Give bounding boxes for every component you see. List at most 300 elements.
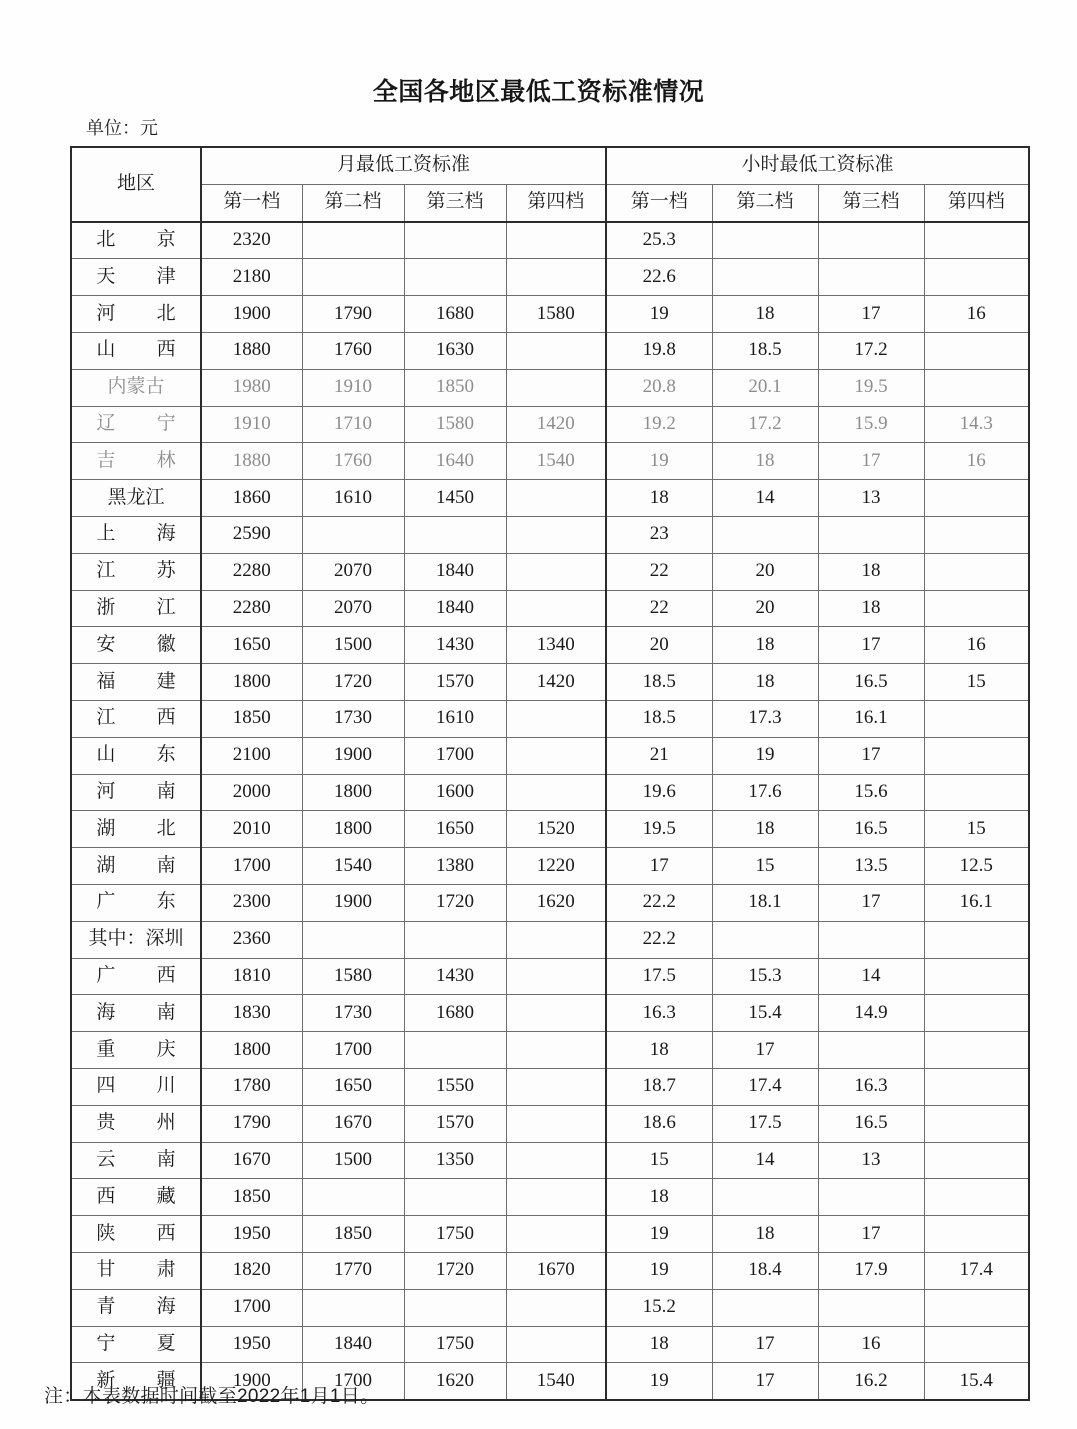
- monthly-tier-2-cell: 1800: [302, 774, 404, 811]
- region-cell: [71, 222, 201, 259]
- hourly-tier-4-cell: [924, 921, 1029, 958]
- hourly-tier-3-cell: [818, 921, 924, 958]
- hourly-tier-2-cell: 17.3: [712, 700, 818, 737]
- monthly-tier-4-cell: [506, 259, 606, 296]
- region-cell: [71, 958, 201, 995]
- region-cell: [71, 1179, 201, 1216]
- monthly-tier-1-cell: 1910: [201, 406, 302, 443]
- region-cell: [71, 516, 201, 553]
- monthly-tier-1-cell: 1780: [201, 1068, 302, 1105]
- monthly-tier-3-cell: [404, 222, 506, 259]
- monthly-tier-1-cell: 1850: [201, 1179, 302, 1216]
- monthly-tier-3-cell: [404, 1289, 506, 1326]
- monthly-tier-4-cell: [506, 737, 606, 774]
- region-cell: [71, 1142, 201, 1179]
- monthly-tier-3-cell: 1600: [404, 774, 506, 811]
- region-label: 陕 西: [96, 1222, 194, 1244]
- monthly-tier-1-cell: 1950: [201, 1216, 302, 1253]
- region-label: 海 南: [96, 1001, 194, 1023]
- hourly-tier-4-cell: [924, 590, 1029, 627]
- hourly-tier-1-cell: 17.5: [606, 958, 712, 995]
- hourly-tier-1-cell: 21: [606, 737, 712, 774]
- monthly-tier-4-cell: 1420: [506, 406, 606, 443]
- table-row: [71, 884, 1029, 921]
- monthly-tier-2-cell: 1850: [302, 1216, 404, 1253]
- region-cell: [71, 443, 201, 480]
- hourly-tier-1-cell: 25.3: [606, 222, 712, 259]
- hourly-tier-1-cell: 19.8: [606, 332, 712, 369]
- header-region: 地区: [71, 147, 201, 222]
- hourly-tier-4-cell: 15: [924, 664, 1029, 701]
- hourly-tier-3-cell: 19.5: [818, 369, 924, 406]
- region-cell: [71, 553, 201, 590]
- monthly-tier-4-cell: [506, 590, 606, 627]
- region-label: 福 建: [96, 670, 194, 692]
- monthly-tier-2-cell: 1730: [302, 700, 404, 737]
- hourly-tier-2-cell: 17.6: [712, 774, 818, 811]
- monthly-tier-4-cell: 1520: [506, 811, 606, 848]
- hourly-tier-3-cell: 17.2: [818, 332, 924, 369]
- region-label: 其中：深圳: [88, 928, 184, 950]
- region-cell: [71, 1105, 201, 1142]
- region-label: 贵 州: [96, 1112, 194, 1134]
- monthly-tier-4-cell: [506, 700, 606, 737]
- monthly-tier-3-cell: [404, 1032, 506, 1069]
- monthly-tier-2-cell: 1500: [302, 627, 404, 664]
- region-cell: [71, 1216, 201, 1253]
- hourly-tier-3-cell: 13: [818, 480, 924, 517]
- hourly-tier-1-cell: 19: [606, 1363, 712, 1400]
- monthly-tier-4-cell: [506, 553, 606, 590]
- hourly-tier-4-cell: 16: [924, 627, 1029, 664]
- region-label: 河 南: [96, 781, 194, 802]
- monthly-tier-1-cell: 2360: [201, 921, 302, 958]
- region-label: 新 疆: [96, 1369, 194, 1391]
- region-label: 青 海: [96, 1296, 194, 1318]
- region-label: 四 川: [96, 1075, 194, 1097]
- monthly-tier-2-cell: 1700: [302, 1363, 404, 1400]
- hourly-tier-2-cell: 18: [712, 1216, 818, 1253]
- hourly-tier-2-cell: 19: [712, 737, 818, 774]
- hourly-tier-3-cell: 17: [818, 443, 924, 480]
- monthly-tier-1-cell: 1980: [201, 369, 302, 406]
- monthly-tier-2-cell: 1500: [302, 1142, 404, 1179]
- monthly-tier-3-cell: 1550: [404, 1068, 506, 1105]
- hourly-tier-4-cell: [924, 1216, 1029, 1253]
- hourly-tier-4-cell: [924, 369, 1029, 406]
- table-row: [71, 664, 1029, 701]
- monthly-tier-4-cell: [506, 1032, 606, 1069]
- hourly-tier-1-cell: 19: [606, 1216, 712, 1253]
- header-monthly-tier-1: 第一档: [201, 184, 302, 221]
- region-cell: [71, 480, 201, 517]
- monthly-tier-2-cell: 1710: [302, 406, 404, 443]
- region-cell: [71, 921, 201, 958]
- hourly-tier-2-cell: [712, 1179, 818, 1216]
- monthly-tier-3-cell: 1380: [404, 848, 506, 885]
- region-cell: [71, 1068, 201, 1105]
- region-cell: [71, 332, 201, 369]
- monthly-tier-2-cell: 1700: [302, 1032, 404, 1069]
- monthly-tier-2-cell: 1610: [302, 480, 404, 517]
- hourly-tier-3-cell: 17: [818, 296, 924, 333]
- monthly-tier-3-cell: 1350: [404, 1142, 506, 1179]
- hourly-tier-4-cell: 12.5: [924, 848, 1029, 885]
- hourly-tier-4-cell: [924, 1179, 1029, 1216]
- hourly-tier-4-cell: 16.1: [924, 884, 1029, 921]
- hourly-tier-3-cell: 14: [818, 958, 924, 995]
- region-cell: [71, 259, 201, 296]
- hourly-tier-2-cell: 18: [712, 443, 818, 480]
- hourly-tier-1-cell: 18: [606, 1179, 712, 1216]
- region-label: 浙 江: [96, 597, 194, 619]
- header-row-tiers: [71, 184, 1029, 221]
- table-row: [71, 1289, 1029, 1326]
- hourly-tier-2-cell: 18: [712, 811, 818, 848]
- monthly-tier-2-cell: 1900: [302, 884, 404, 921]
- table-row: [71, 774, 1029, 811]
- monthly-tier-2-cell: 1580: [302, 958, 404, 995]
- hourly-tier-4-cell: [924, 774, 1029, 811]
- monthly-tier-3-cell: 1610: [404, 700, 506, 737]
- monthly-tier-4-cell: [506, 332, 606, 369]
- region-label: 宁 夏: [96, 1332, 194, 1354]
- monthly-tier-2-cell: [302, 921, 404, 958]
- header-group-monthly: 月最低工资标准: [201, 147, 606, 184]
- region-label: 山 东: [96, 744, 194, 766]
- region-cell: [71, 1252, 201, 1289]
- hourly-tier-2-cell: 17.4: [712, 1068, 818, 1105]
- region-cell: [71, 1032, 201, 1069]
- hourly-tier-1-cell: 17: [606, 848, 712, 885]
- monthly-tier-4-cell: 1420: [506, 664, 606, 701]
- hourly-tier-1-cell: 18.7: [606, 1068, 712, 1105]
- hourly-tier-3-cell: [818, 1032, 924, 1069]
- table-row: [71, 921, 1029, 958]
- region-label: 江 西: [96, 707, 194, 729]
- monthly-tier-2-cell: 1770: [302, 1252, 404, 1289]
- monthly-tier-1-cell: 2320: [201, 222, 302, 259]
- monthly-tier-3-cell: 1840: [404, 590, 506, 627]
- hourly-tier-1-cell: 22.2: [606, 884, 712, 921]
- region-label: 黑龙江: [107, 486, 165, 508]
- hourly-tier-2-cell: 18: [712, 627, 818, 664]
- region-label: 内蒙古: [107, 376, 165, 398]
- hourly-tier-2-cell: 17.5: [712, 1105, 818, 1142]
- header-hourly-tier-1: 第一档: [606, 184, 712, 221]
- monthly-tier-3-cell: 1750: [404, 1216, 506, 1253]
- hourly-tier-4-cell: [924, 1142, 1029, 1179]
- table-row: [71, 958, 1029, 995]
- hourly-tier-3-cell: 14.9: [818, 995, 924, 1032]
- monthly-tier-1-cell: 1650: [201, 627, 302, 664]
- hourly-tier-1-cell: 15.2: [606, 1289, 712, 1326]
- hourly-tier-1-cell: 19: [606, 296, 712, 333]
- table-row: [71, 406, 1029, 443]
- hourly-tier-1-cell: 19.5: [606, 811, 712, 848]
- monthly-tier-4-cell: 1220: [506, 848, 606, 885]
- hourly-tier-1-cell: 19: [606, 443, 712, 480]
- region-label: 河 北: [96, 302, 194, 324]
- monthly-tier-1-cell: 1810: [201, 958, 302, 995]
- hourly-tier-4-cell: 16: [924, 443, 1029, 480]
- hourly-tier-1-cell: 22: [606, 590, 712, 627]
- monthly-tier-4-cell: [506, 1289, 606, 1326]
- monthly-tier-4-cell: [506, 995, 606, 1032]
- region-label: 重 庆: [96, 1038, 194, 1060]
- hourly-tier-4-cell: [924, 553, 1029, 590]
- table-row: [71, 443, 1029, 480]
- header-group-hourly: 小时最低工资标准: [606, 147, 1029, 184]
- monthly-tier-2-cell: 1790: [302, 296, 404, 333]
- region-cell: [71, 590, 201, 627]
- monthly-tier-3-cell: [404, 921, 506, 958]
- region-cell: [71, 811, 201, 848]
- monthly-tier-1-cell: 1790: [201, 1105, 302, 1142]
- region-cell: [71, 369, 201, 406]
- monthly-tier-1-cell: 1830: [201, 995, 302, 1032]
- region-label: 广 西: [96, 964, 194, 986]
- hourly-tier-4-cell: [924, 222, 1029, 259]
- table-row: [71, 480, 1029, 517]
- monthly-tier-2-cell: 2070: [302, 553, 404, 590]
- monthly-tier-3-cell: 1570: [404, 1105, 506, 1142]
- monthly-tier-4-cell: [506, 774, 606, 811]
- hourly-tier-1-cell: 19: [606, 1252, 712, 1289]
- monthly-tier-3-cell: 1700: [404, 737, 506, 774]
- hourly-tier-1-cell: 18.6: [606, 1105, 712, 1142]
- hourly-tier-3-cell: 16.3: [818, 1068, 924, 1105]
- monthly-tier-3-cell: 1580: [404, 406, 506, 443]
- monthly-tier-4-cell: [506, 1142, 606, 1179]
- region-cell: [71, 1326, 201, 1363]
- monthly-tier-4-cell: [506, 1105, 606, 1142]
- monthly-tier-4-cell: [506, 958, 606, 995]
- monthly-tier-1-cell: 2300: [201, 884, 302, 921]
- monthly-tier-1-cell: 1950: [201, 1326, 302, 1363]
- monthly-tier-1-cell: 1880: [201, 443, 302, 480]
- table-row: [71, 332, 1029, 369]
- region-cell: [71, 995, 201, 1032]
- monthly-tier-2-cell: 1800: [302, 811, 404, 848]
- monthly-tier-4-cell: 1540: [506, 443, 606, 480]
- hourly-tier-2-cell: 17.2: [712, 406, 818, 443]
- monthly-tier-4-cell: [506, 222, 606, 259]
- table-body: [71, 222, 1029, 1401]
- table-row: [71, 1142, 1029, 1179]
- minimum-wage-table: [70, 146, 1030, 1401]
- hourly-tier-2-cell: 20: [712, 553, 818, 590]
- table-row: [71, 1105, 1029, 1142]
- hourly-tier-3-cell: [818, 1289, 924, 1326]
- hourly-tier-3-cell: 16.5: [818, 1105, 924, 1142]
- hourly-tier-3-cell: 15.9: [818, 406, 924, 443]
- hourly-tier-3-cell: 17: [818, 737, 924, 774]
- wage-table-container: [70, 146, 1028, 1401]
- hourly-tier-2-cell: 18.1: [712, 884, 818, 921]
- hourly-tier-3-cell: 16.1: [818, 700, 924, 737]
- hourly-tier-1-cell: 18: [606, 1032, 712, 1069]
- hourly-tier-2-cell: 15.3: [712, 958, 818, 995]
- monthly-tier-2-cell: [302, 222, 404, 259]
- monthly-tier-3-cell: 1750: [404, 1326, 506, 1363]
- hourly-tier-4-cell: [924, 995, 1029, 1032]
- hourly-tier-2-cell: 18: [712, 664, 818, 701]
- monthly-tier-4-cell: [506, 1068, 606, 1105]
- region-cell: [71, 848, 201, 885]
- table-row: [71, 222, 1029, 259]
- monthly-tier-2-cell: 1760: [302, 332, 404, 369]
- monthly-tier-4-cell: 1540: [506, 1363, 606, 1400]
- table-row: [71, 1032, 1029, 1069]
- hourly-tier-3-cell: [818, 1179, 924, 1216]
- region-label: 天 津: [96, 265, 194, 287]
- hourly-tier-4-cell: [924, 700, 1029, 737]
- hourly-tier-2-cell: 14: [712, 480, 818, 517]
- monthly-tier-3-cell: 1450: [404, 480, 506, 517]
- region-label: 安 徽: [96, 633, 194, 655]
- hourly-tier-1-cell: 16.3: [606, 995, 712, 1032]
- monthly-tier-3-cell: 1680: [404, 296, 506, 333]
- monthly-tier-2-cell: 1900: [302, 737, 404, 774]
- monthly-tier-1-cell: 2010: [201, 811, 302, 848]
- header-hourly-tier-3: 第三档: [818, 184, 924, 221]
- region-label: 甘 肃: [96, 1259, 194, 1281]
- monthly-tier-3-cell: 1720: [404, 1252, 506, 1289]
- monthly-tier-4-cell: [506, 369, 606, 406]
- hourly-tier-4-cell: [924, 1105, 1029, 1142]
- monthly-tier-2-cell: 1540: [302, 848, 404, 885]
- header-row-groups: [71, 147, 1029, 184]
- hourly-tier-2-cell: [712, 259, 818, 296]
- hourly-tier-4-cell: [924, 737, 1029, 774]
- region-label: 上 海: [96, 523, 194, 545]
- header-hourly-tier-4: 第四档: [924, 184, 1029, 221]
- hourly-tier-1-cell: 18: [606, 1326, 712, 1363]
- table-row: [71, 516, 1029, 553]
- monthly-tier-1-cell: 1700: [201, 848, 302, 885]
- monthly-tier-1-cell: 2280: [201, 590, 302, 627]
- monthly-tier-2-cell: 1910: [302, 369, 404, 406]
- hourly-tier-2-cell: 18.5: [712, 332, 818, 369]
- monthly-tier-1-cell: 1800: [201, 664, 302, 701]
- region-cell: [71, 296, 201, 333]
- monthly-tier-2-cell: 1670: [302, 1105, 404, 1142]
- header-hourly-tier-2: 第二档: [712, 184, 818, 221]
- region-cell: [71, 1289, 201, 1326]
- table-row: [71, 1216, 1029, 1253]
- hourly-tier-1-cell: 23: [606, 516, 712, 553]
- table-head: [71, 147, 1029, 222]
- monthly-tier-2-cell: 1760: [302, 443, 404, 480]
- hourly-tier-4-cell: [924, 958, 1029, 995]
- hourly-tier-1-cell: 22.6: [606, 259, 712, 296]
- region-cell: [71, 627, 201, 664]
- monthly-tier-2-cell: [302, 516, 404, 553]
- hourly-tier-1-cell: 19.2: [606, 406, 712, 443]
- hourly-tier-2-cell: 17: [712, 1363, 818, 1400]
- hourly-tier-2-cell: [712, 1289, 818, 1326]
- hourly-tier-1-cell: 20.8: [606, 369, 712, 406]
- hourly-tier-1-cell: 15: [606, 1142, 712, 1179]
- hourly-tier-2-cell: 20.1: [712, 369, 818, 406]
- region-label: 西 藏: [96, 1185, 194, 1207]
- monthly-tier-1-cell: 1880: [201, 332, 302, 369]
- hourly-tier-3-cell: [818, 516, 924, 553]
- hourly-tier-1-cell: 18: [606, 480, 712, 517]
- region-label: 山 西: [96, 339, 194, 361]
- table-row: [71, 848, 1029, 885]
- hourly-tier-2-cell: 15: [712, 848, 818, 885]
- monthly-tier-1-cell: 2590: [201, 516, 302, 553]
- hourly-tier-3-cell: 17: [818, 884, 924, 921]
- table-row: [71, 995, 1029, 1032]
- page-title: 全国各地区最低工资标准情况: [372, 78, 705, 106]
- header-monthly-tier-3: 第三档: [404, 184, 506, 221]
- table-row: [71, 737, 1029, 774]
- monthly-tier-1-cell: 2100: [201, 737, 302, 774]
- hourly-tier-4-cell: 16: [924, 296, 1029, 333]
- hourly-tier-4-cell: [924, 480, 1029, 517]
- monthly-tier-1-cell: 1670: [201, 1142, 302, 1179]
- monthly-tier-2-cell: [302, 1179, 404, 1216]
- hourly-tier-3-cell: 17: [818, 1216, 924, 1253]
- table-row: [71, 1252, 1029, 1289]
- hourly-tier-1-cell: 18.5: [606, 700, 712, 737]
- hourly-tier-4-cell: 14.3: [924, 406, 1029, 443]
- footnote: 注：本表数据时间截至2022年1月1日。: [44, 1386, 380, 1407]
- monthly-tier-3-cell: 1720: [404, 884, 506, 921]
- monthly-tier-1-cell: 2000: [201, 774, 302, 811]
- monthly-tier-4-cell: [506, 921, 606, 958]
- hourly-tier-4-cell: 15: [924, 811, 1029, 848]
- unit-caption: 单位：元: [86, 118, 158, 138]
- hourly-tier-1-cell: 20: [606, 627, 712, 664]
- table-row: [71, 369, 1029, 406]
- hourly-tier-2-cell: 17: [712, 1032, 818, 1069]
- monthly-tier-4-cell: [506, 1179, 606, 1216]
- monthly-tier-3-cell: 1840: [404, 553, 506, 590]
- hourly-tier-2-cell: 20: [712, 590, 818, 627]
- hourly-tier-3-cell: 16.5: [818, 664, 924, 701]
- hourly-tier-3-cell: 13.5: [818, 848, 924, 885]
- monthly-tier-1-cell: 1800: [201, 1032, 302, 1069]
- hourly-tier-4-cell: [924, 259, 1029, 296]
- hourly-tier-1-cell: 22.2: [606, 921, 712, 958]
- hourly-tier-3-cell: 16.2: [818, 1363, 924, 1400]
- hourly-tier-3-cell: 18: [818, 590, 924, 627]
- table-row: [71, 1068, 1029, 1105]
- table-row: [71, 700, 1029, 737]
- hourly-tier-3-cell: 13: [818, 1142, 924, 1179]
- table-row: [71, 627, 1029, 664]
- region-cell: [71, 774, 201, 811]
- table-row: [71, 259, 1029, 296]
- region-label: 广 东: [96, 891, 194, 913]
- hourly-tier-3-cell: [818, 222, 924, 259]
- hourly-tier-4-cell: [924, 1068, 1029, 1105]
- monthly-tier-4-cell: 1620: [506, 884, 606, 921]
- hourly-tier-3-cell: 18: [818, 553, 924, 590]
- monthly-tier-2-cell: 1730: [302, 995, 404, 1032]
- hourly-tier-2-cell: [712, 222, 818, 259]
- region-label: 北 京: [96, 229, 194, 251]
- hourly-tier-4-cell: [924, 516, 1029, 553]
- header-monthly-tier-4: 第四档: [506, 184, 606, 221]
- hourly-tier-2-cell: [712, 516, 818, 553]
- table-row: [71, 590, 1029, 627]
- monthly-tier-3-cell: 1570: [404, 664, 506, 701]
